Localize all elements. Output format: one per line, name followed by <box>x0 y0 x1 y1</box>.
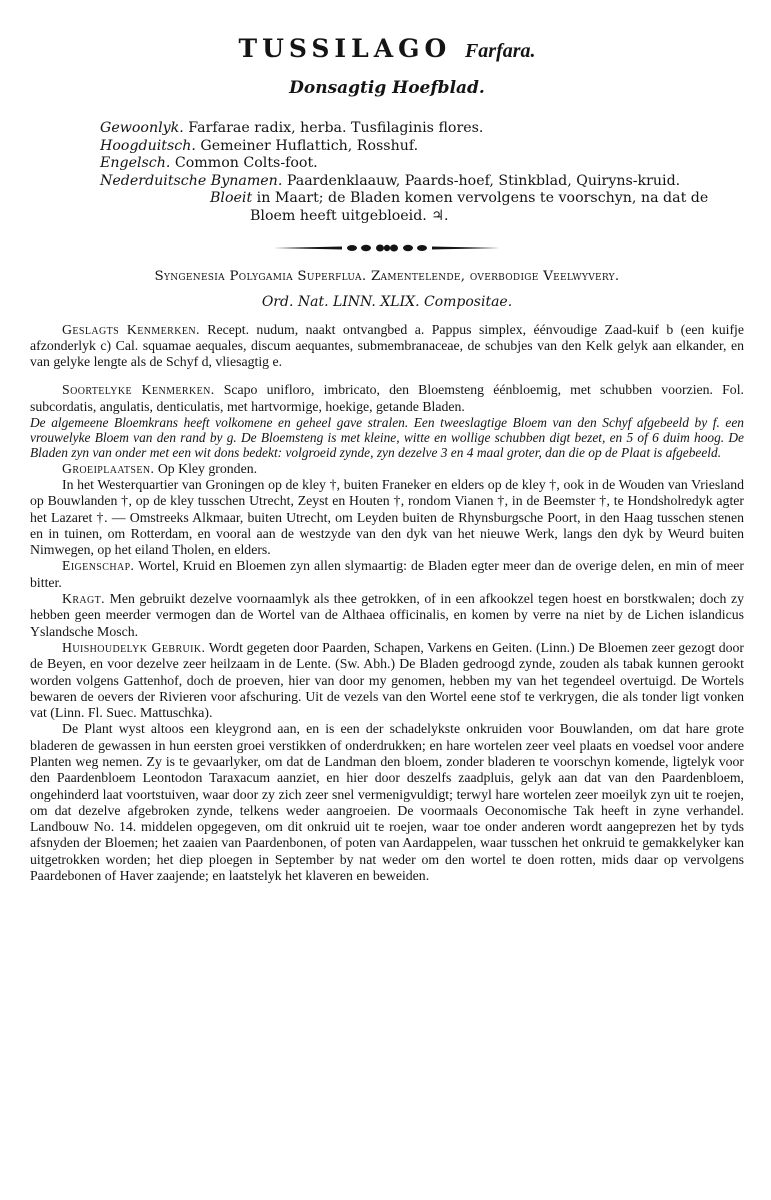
section-text: Op Kley gronden. <box>157 460 258 476</box>
linnaean-class: Syngenesia Polygamia Superflua. Zamentelende, overbodige Veelwyvery. <box>154 268 620 284</box>
section-text: Men gebruikt dezelve voornaamlyk als thee getrokken, of in een afkookzel tegen hoest en borstkwalen; doch zy hebben geen meerder vermogen dan de Wortel van de Althaea officinalis, en komen by verre na niet by de Lichen islandicus Yslandsche Mosch. <box>30 591 744 639</box>
name-hoogduitsch <box>100 138 744 156</box>
section-text: Scapo unifloro, imbricato, den Bloemsteng éénbloemig, met schubben voorzien. Fol. subcordatis, angulatis, denticulatis, met hartvormige, hoekige, getande Bladen. <box>30 382 744 414</box>
section-heading: Groeiplaatsen. <box>62 460 155 476</box>
section-text: Wordt gegeten door Paarden, Schapen, Varkens en Geiten. (Linn.) De Bloemen zeer gezogt door de Beyen, en voor dezelve zeer heilzaam in de Lente. (Sw. Abh.) De Bladen gedroogd zynde, zouden als tabak kunnen gerookt worden volgens Gattenhof, doch de proeven, hier van door my genomen, hebben my van het tegendeel overtuigd. De Wortels bewaren de oevers der Rivieren voor afschuring. Uit de vezels van den Wortel eene stof te verkrygen, die als tonder ligt vonken vat (Linn. Fl. Suec. Mattuschka). <box>30 639 745 721</box>
section-heading: Huishoudelyk Gebruik. <box>62 639 206 655</box>
section-eigenschap <box>30 558 744 591</box>
section-text: Wortel, Kruid en Bloemen zyn allen slymaartig: de Bladen egter meer dan de overige delen, en min of meer bitter. <box>30 558 744 590</box>
section-plant: De Plant wyst altoos een kleygrond aan, en is een der schadelykste onkruiden voor Bouwlanden, om dat hare grote bladeren de gewassen in hun eersten groei verstikken of onderdrukken; en hare wortelen zeer veel plaats en voedsel voor andere Planten weg nemen. Zy is te gevaarlyker, om dat de Landman den bloem, zonder bladeren te voorschyn komende, ligtelyk voor den Paardenbloem Leontodon Taraxacum aanziet, en hier door deszelfs zaadpluis, gelyk aan dat van den Paardenbloem, ongehinderd laat voortstuiven, waar door zy zich zeer snel vermenigvuldigt; terwyl hare wortelen zeer moeilyk zyn uit te roejen, om dat dezelve afgebroken zynde, telkens weder aangroeien. De voormaals Oeconomische Tak heeft in zyne verhandel. Landbouw No. 14. middelen opgegeven, om dit onkruid uit te roejen, waar toe onder anderen wordt aangeprezen het by tyds afsnyden der Bloemen; het zaaien van Paardenbonen, of poten van Aardappelen, waar tusschen het onkruid te gemakkelyker kan uitgetrokken worden; het diep ploegen in September by nat weder om den wortel te doen rotten, mids daar op vervolgens Paardebonen of Haver zaajende; en laatstelyk het klaveren en beweiden. <box>30 721 744 884</box>
section-text: Recept. nudum, naakt ontvangbed a. Pappus simplex, éénvoudige Zaad-kuif b (een kuifje afzonderlyk c) Cal. squamae aequales, discum aequantes, submembranaceae, de schubjes van den Kelk gelyk aan elkander, en van gelyke lengte als de Schyf d, vliesagtig e. <box>30 321 744 370</box>
name-label: Nederduitsche Bynamen. <box>100 172 283 189</box>
name-text: in Maart; de Bladen komen vervolgens te voorschyn, na dat de Bloem heeft uitgebloeid. ♃. <box>250 190 709 224</box>
name-text: Farfarae radix, herba. Tusfilaginis flores. <box>188 120 484 136</box>
section-groeiplaatsen <box>30 461 744 477</box>
section-heading: Eigenschap. <box>62 558 135 574</box>
section-soortelyke <box>30 382 744 415</box>
genus-name: TUSSILAGO <box>238 34 452 63</box>
section-kragt <box>30 591 744 640</box>
name-label: Bloeit <box>210 190 253 207</box>
name-label: Engelsch. <box>100 155 171 172</box>
name-text: Gemeiner Huflattich, Rosshuf. <box>200 137 419 154</box>
name-gewoonlyk <box>100 120 744 138</box>
ornamental-rule <box>272 242 502 254</box>
section-heading: Soortelyke Kenmerken. <box>62 382 215 398</box>
section-gebruik <box>30 640 744 721</box>
section-geslagts <box>30 322 744 371</box>
name-text: Paardenklaauw, Paards-hoef, Stinkblad, Quiryns-kruid. <box>286 172 681 189</box>
section-heading: Kragt. <box>62 591 106 607</box>
names-block <box>100 120 744 226</box>
bloeitijd <box>100 190 744 225</box>
section-heading: Geslagts Kenmerken. <box>62 321 200 337</box>
book-page <box>30 34 744 884</box>
name-label: Gewoonlyk. <box>100 120 184 136</box>
name-label: Hoogduitsch. <box>100 137 196 154</box>
name-text: Common Colts-foot. <box>174 155 318 172</box>
name-bynamen <box>100 173 744 191</box>
dutch-name: Donsagtig Hoefblad. <box>289 78 485 98</box>
page-title <box>30 34 744 66</box>
section-groeiplaatsen-body: In het Westerquartier van Groningen op de kley †, buiten Franeker en elders op de kley †, ook in de Wouden van Vriesland op Bouwlanden †, op de kley tusschen Utrecht, Zeyst en Houten †, rondom Vianen †, in de Beemster †, te Hondsholredyk agter het Lazaret †. — Omstreeks Alkmaar, buiten Utrecht, om Leyden buiten de Rhynsburgsche Poort, in den Haag tusschen stenen en in tuinen, om Rotterdam, en vooral aan de westzyde van den dyk van het nieuwe Werk, langs den dyk by Weurd buiten Nimwegen, op het eiland Tholen, en elders. <box>30 476 744 558</box>
species-name: Farfara. <box>464 40 536 62</box>
description-note: De algemeene Bloemkrans heeft volkomene en geheel gave stralen. Een tweeslagtige Bloem van den Schyf afgebeeld by f. een vrouwelyke Bloem van den rand by g. De Bloemsteng is met kleine, witte en wollige schubben digt bezet, en 5 of 6 duim hoog. De Bladen zyn van onder met een wit dons bedekt: volgroeid zynde, zyn dezelve 3 en 4 maal groter, dan die op de Plaat is afgebeeld. <box>30 415 744 461</box>
name-engelsch <box>100 155 744 173</box>
main-text <box>30 322 744 885</box>
natural-order: Ord. Nat. LINN. XLIX. Compositae. <box>261 293 513 310</box>
